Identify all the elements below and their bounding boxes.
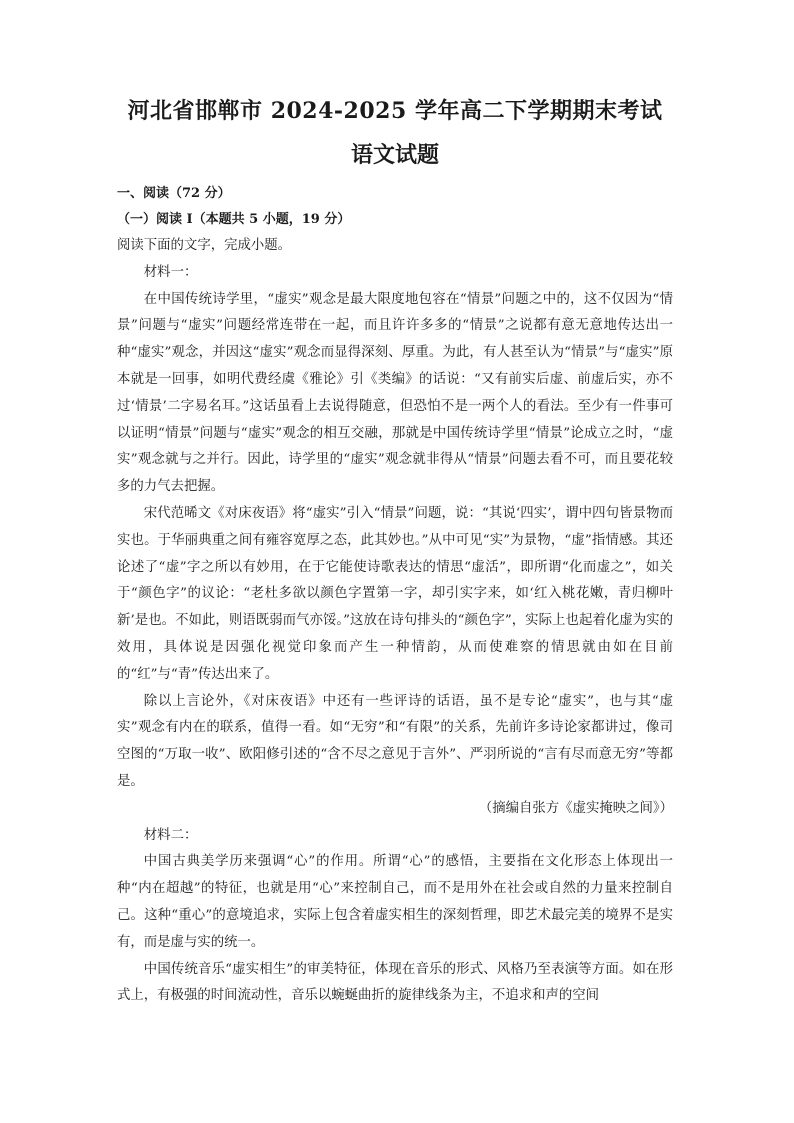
instruction-text: 阅读下面的文字，完成小题。 bbox=[117, 238, 292, 253]
section-heading-reading: 一、阅读（72 分） bbox=[117, 186, 231, 201]
material-2-label: 材料二： bbox=[143, 827, 198, 843]
material-1-paragraph-3: 除以上言论外，《对床夜语》中还有一些评诗的话语，虽不是专论“虚实”，也与其“虚实”观念有内在的联系，值得一看。如“无穷”和“有限”的关系，先前许多诗论家都讲过，像司空图的“万取一收”、欧阳修引述的“含不尽之意见于言外”、严羽所说的“言有尽而意无穷”等都是。 bbox=[117, 693, 673, 789]
material-2-paragraph-2: 中国传统音乐“虚实相生”的审美特征，体现在音乐的形式、风格乃至表演等方面。如在形式上，有极强的时间流动性，音乐以蜿蜒曲折的旋律线条为主，不追求和声的空间 bbox=[117, 961, 673, 1004]
material-1-paragraph-2: 宋代范晞文《对床夜语》将“虚实”引入“情景”问题，说：“其说‘四实’，谓中四句皆景物而实也。于华丽典重之间有雍容宽厚之态，此其妙也。”从中可见“实”为景物，“虚”指情感。其还论述了“虚”字之所以有妙用，在于它能使诗歌表达的情思“虚活”，即所谓“化而虚之”，如关于“颜色字”的议论：“老杜多欲以颜色字置第一字，却引实字来，如‘红入桃花嫩，青归柳叶新’是也。不如此，则语既弱而气亦馁。”这放在诗句排头的“颜色字”，实际上也起着化虚为实的效用，具体说是因强化视觉印象而产生一种情韵，从而使难察的情思就由如在目前的“红”与“青”传达出来了。 bbox=[117, 505, 673, 682]
material-1-paragraph-1: 在中国传统诗学里，“虚实”观念是最大限度地包容在“情景”问题之中的，这不仅因为“情景”问题与“虚实”问题经常连带在一起，而且许许多多的“情景”之说都有意无意地传达出一种“虚实”观念，并因这“虚实”观念而显得深刻、厚重。为此，有人甚至认为“情景”与“虚实”原本就是一回事，如明代费经虞《雅论》引《类编》的话说：“又有前实后虚、前虚后实，亦不过‘情景’二字易名耳。”这话虽看上去说得随意，但恐怕不是一两个人的看法。至少有一件事可以证明“情景”问题与“虚实”观念的相互交融，那就是中国传统诗学里“情景”论成立之时，“虚实”观念就与之并行。因此，诗学里的“虚实”观念就非得从“情景”问题去看不可，而且要花较多的力气去把握。 bbox=[117, 291, 673, 495]
material-1-source: （摘编自张方《虚实掩映之间》） bbox=[478, 800, 673, 816]
material-2-paragraph-1: 中国古典美学历来强调“心”的作用。所谓“心”的感悟，主要指在文化形态上体现出一种“内在超越”的特征，也就是用“心”来控制自己，而不是用外在社会或自然的力量来控制自己。这种“重心”的意境追求，实际上包含着虚实相生的深刻哲理，即艺术最完美的境界不是实有，而是虚与实的统一。 bbox=[117, 854, 673, 950]
document-page bbox=[117, 94, 673, 1010]
document-subtitle: 语文试题 bbox=[350, 142, 439, 168]
document-title: 河北省邯郸市 2024-2025 学年高二下学期期末考试 bbox=[127, 98, 663, 124]
subsection-heading-reading-1: （一）阅读 I（本题共 5 小题，19 分） bbox=[117, 212, 351, 227]
material-1-label: 材料一： bbox=[143, 264, 198, 280]
